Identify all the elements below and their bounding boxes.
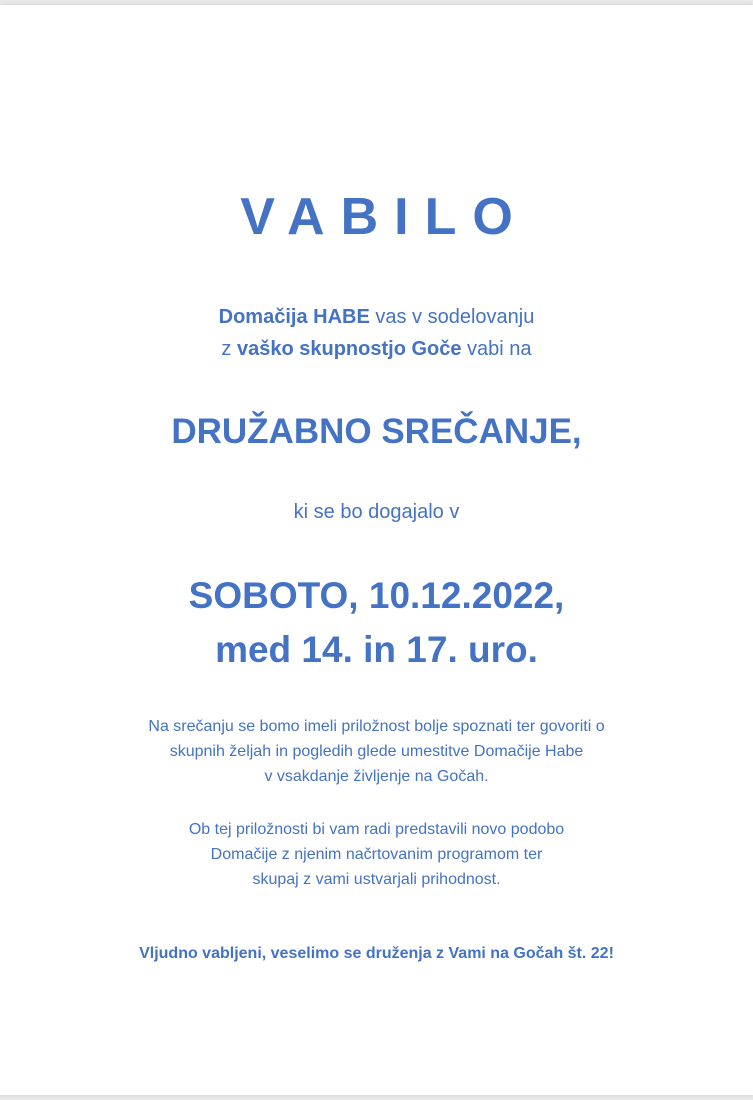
event-datetime	[0, 569, 753, 677]
intro-line-2-rest: vabi na	[461, 338, 532, 360]
invitation-page	[0, 5, 753, 1095]
paragraph-1-line: v vsakdanje življenje na Gočah.	[264, 768, 489, 785]
intro-line-1	[0, 301, 753, 333]
event-date: SOBOTO, 10.12.2022,	[188, 575, 565, 616]
paragraph-1-line: skupnih željah in pogledih glede umestitve Domačije Habe	[169, 743, 584, 760]
event-name: DRUŽABNO SREČANJE,	[171, 412, 582, 451]
intro-text	[0, 301, 753, 365]
paragraph-2-line: Domačije z njenim načrtovanim programom ter	[210, 846, 543, 863]
paragraph-2	[0, 817, 753, 892]
paragraph-1	[0, 714, 753, 789]
closing-line: Vljudno vabljeni, veselimo se druženja z Vami na Gočah št. 22!	[139, 945, 614, 962]
partner-name: vaško skupnostjo Goče	[236, 338, 462, 360]
invitation-title: VABILO	[240, 188, 529, 246]
paragraph-2-line: skupaj z vami ustvarjali prihodnost.	[252, 871, 501, 888]
when-intro: ki se bo dogajalo v	[293, 501, 460, 523]
paragraph-1-line: Na srečanju se bomo imeli priložnost bolje spoznati ter govoriti o	[148, 718, 605, 735]
event-time: med 14. in 17. uro.	[215, 629, 538, 670]
intro-line-1-rest: vas v sodelovanju	[369, 306, 535, 328]
paragraph-2-line: Ob tej priložnosti bi vam radi predstavili novo podobo	[188, 821, 565, 838]
host-name: Domačija HABE	[218, 306, 370, 328]
intro-line-2	[0, 333, 753, 365]
intro-line-2-pre: z	[221, 338, 237, 360]
